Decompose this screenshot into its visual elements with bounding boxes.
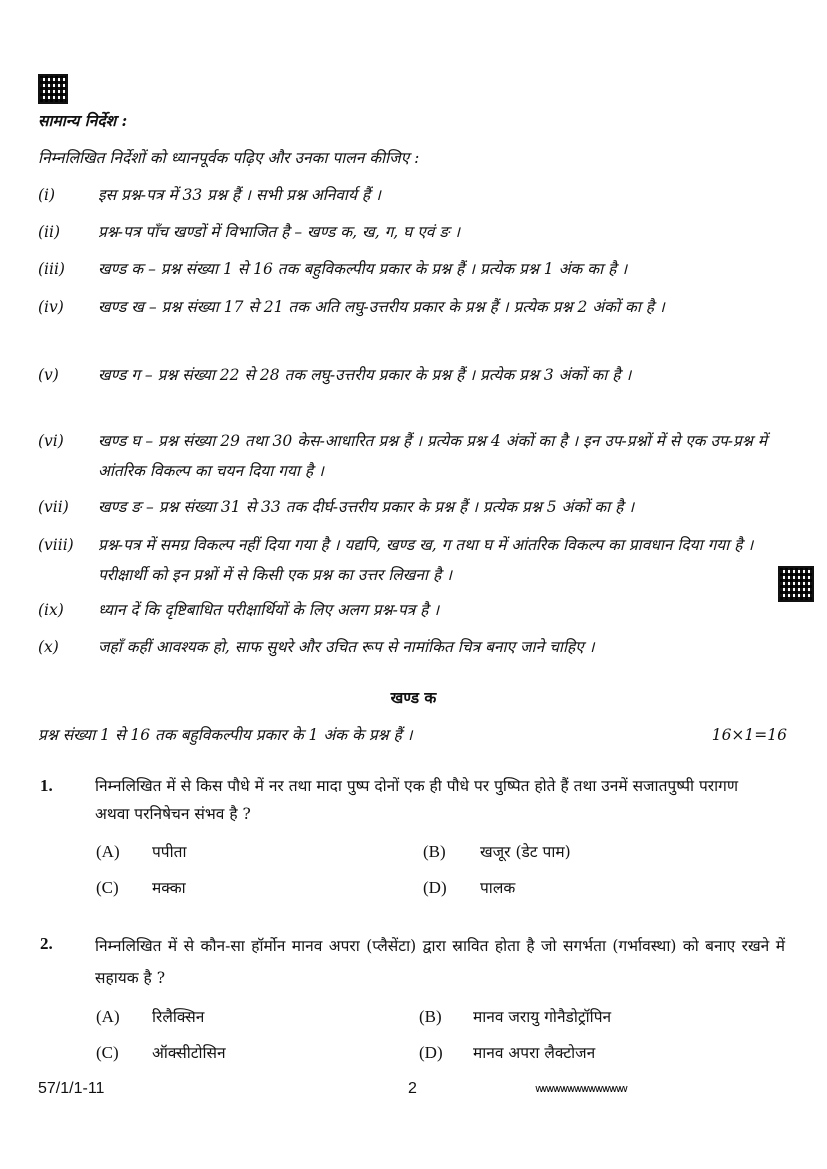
option-text: मक्का bbox=[152, 879, 186, 897]
instructions-intro: निम्नलिखित निर्देशों को ध्यानपूर्वक पढ़िए और उनका पालन कीजिए : bbox=[38, 149, 420, 167]
instruction-num: (i) bbox=[38, 186, 56, 204]
instruction-item bbox=[38, 632, 790, 662]
question-text: निम्नलिखित में से कौन-सा हॉर्मोन मानव अपरा (प्लैसेंटा) द्वारा स्रावित होता है जो सगर्भता (गर्भावस्था) को बनाए रखने में सहायक है ? bbox=[95, 937, 785, 987]
option-label: (C) bbox=[96, 878, 119, 897]
option-text: मानव जरायु गोनैडोट्रॉपिन bbox=[473, 1008, 612, 1026]
instruction-text: खण्ड घ – प्रश्न संख्या 29 तथा 30 केस-आधारित प्रश्न हैं । प्रत्येक प्रश्न 4 अंकों का है । इन उप-प्रश्नों में से एक उप-प्रश्न में आंतरिक विकल्प का चयन दिया गया है । bbox=[98, 432, 768, 480]
option-label: (D) bbox=[423, 878, 447, 897]
page-number: 2 bbox=[408, 1080, 417, 1097]
instruction-item bbox=[38, 492, 790, 522]
option-label: (A) bbox=[96, 842, 120, 861]
instruction-num: (vi) bbox=[38, 432, 64, 450]
instruction-item bbox=[38, 180, 790, 210]
instruction-text: खण्ड क – प्रश्न संख्या 1 से 16 तक बहुविकल्पीय प्रकार के प्रश्न हैं । प्रत्येक प्रश्न 1 अंक का है । bbox=[98, 260, 628, 278]
option-label: (B) bbox=[419, 1007, 442, 1026]
instruction-text: प्रश्न-पत्र में समग्र विकल्प नहीं दिया गया है । यद्यपि, खण्ड ख, ग तथा घ में आंतरिक विकल्प का प्रावधान दिया गया है । परीक्षार्थी को इन प्रश्नों में से किसी एक प्रश्न का उत्तर लिखना है । bbox=[98, 536, 754, 584]
section-subtitle: प्रश्न संख्या 1 से 16 तक बहुविकल्पीय प्रकार के 1 अंक के प्रश्न हैं । bbox=[38, 726, 413, 744]
instruction-num: (v) bbox=[38, 366, 59, 384]
section-title: खण्ड क bbox=[390, 688, 437, 707]
option-label: (D) bbox=[419, 1043, 443, 1062]
instruction-text: इस प्रश्न-पत्र में 33 प्रश्न हैं । सभी प्रश्न अनिवार्य हैं । bbox=[98, 186, 381, 204]
footer-mark: wwwwwwwwwwwww bbox=[535, 1082, 626, 1095]
instruction-num: (ix) bbox=[38, 601, 64, 619]
instructions-title: सामान्य निर्देश : bbox=[38, 111, 128, 130]
option-label: (A) bbox=[96, 1007, 120, 1026]
instruction-num: (viii) bbox=[38, 536, 74, 554]
instruction-num: (iii) bbox=[38, 260, 65, 278]
instruction-item bbox=[38, 360, 790, 420]
option-label: (B) bbox=[423, 842, 446, 861]
instruction-text: जहाँ कहीं आवश्यक हो, साफ सुथरे और उचित रूप से नामांकित चित्र बनाए जाने चाहिए । bbox=[98, 638, 595, 656]
question-text: निम्नलिखित में से किस पौधे में नर तथा मादा पुष्प दोनों एक ही पौधे पर पुष्पित होते हैं तथा उनमें सजातपुष्पी परागण अथवा परनिषेचन संभव है ? bbox=[95, 777, 739, 823]
instruction-text: ध्यान दें कि दृष्टिबाधित परीक्षार्थियों के लिए अलग प्रश्न-पत्र है । bbox=[98, 601, 440, 619]
option-text: पालक bbox=[480, 879, 516, 897]
option-text: ऑक्सीटोसिन bbox=[152, 1044, 226, 1062]
option-label: (C) bbox=[96, 1043, 119, 1062]
paper-code: 57/1/1-11 bbox=[38, 1080, 105, 1097]
option-text: रिलैक्सिन bbox=[152, 1008, 205, 1026]
instruction-item bbox=[38, 426, 790, 486]
instruction-num: (ii) bbox=[38, 223, 61, 241]
option-text: खजूर (डेट पाम) bbox=[480, 843, 571, 861]
question-number: 1. bbox=[40, 776, 53, 795]
instruction-item bbox=[38, 292, 790, 352]
section-marks: 16×1=16 bbox=[711, 726, 787, 744]
instruction-item bbox=[38, 217, 790, 247]
instruction-item bbox=[38, 595, 790, 625]
instruction-text: प्रश्न-पत्र पाँच खण्डों में विभाजित है – खण्ड क, ख, ग, घ एवं ङ । bbox=[98, 223, 461, 241]
instruction-num: (iv) bbox=[38, 298, 64, 316]
option-text: पपीता bbox=[152, 843, 187, 861]
instruction-item bbox=[38, 530, 790, 590]
option-text: मानव अपरा लैक्टोजन bbox=[473, 1044, 596, 1062]
instruction-text: खण्ड ख – प्रश्न संख्या 17 से 21 तक अति लघु-उत्तरीय प्रकार के प्रश्न हैं । प्रत्येक प्रश्न 2 अंकों का है । bbox=[98, 298, 665, 316]
qr-code-top-icon bbox=[38, 74, 68, 104]
instruction-num: (x) bbox=[38, 638, 59, 656]
instruction-item bbox=[38, 254, 790, 284]
instruction-text: खण्ड ङ – प्रश्न संख्या 31 से 33 तक दीर्घ-उत्तरीय प्रकार के प्रश्न हैं । प्रत्येक प्रश्न 5 अंकों का है । bbox=[98, 498, 635, 516]
question-number: 2. bbox=[40, 934, 53, 953]
instruction-text: खण्ड ग – प्रश्न संख्या 22 से 28 तक लघु-उत्तरीय प्रकार के प्रश्न हैं । प्रत्येक प्रश्न 3 अंकों का है । bbox=[98, 366, 632, 384]
instruction-num: (vii) bbox=[38, 498, 69, 516]
